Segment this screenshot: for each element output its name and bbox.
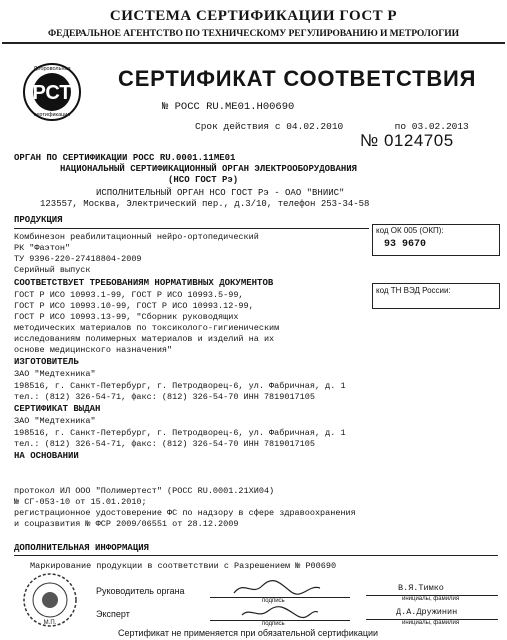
stamp-text: М.П. xyxy=(43,620,57,626)
organ-line-2: НАЦИОНАЛЬНЫЙ СЕРТИФИКАЦИОННЫЙ ОРГАН ЭЛЕКТРООБОРУДОВАНИЯ xyxy=(60,164,358,174)
compliance-line: ГОСТ Р ИСО 10993.1-99, ГОСТ Р ИСО 10993.5-99, xyxy=(14,290,244,300)
official-stamp xyxy=(22,572,78,628)
issued-to-line: ЗАО "Медтехника" xyxy=(14,416,96,426)
basis-line: № СГ-053-10 от 15.01.2010; xyxy=(14,497,147,507)
head-of-body-label: Руководитель органа xyxy=(96,586,185,596)
basis-line: и соцразвития № ФСР 2009/06551 от 28.12.2009 xyxy=(14,519,239,529)
head-name-caption: инициалы, фамилия xyxy=(402,596,460,602)
basis-line: регистрационное удостоверение ФС по надзору в сфере здравоохранения xyxy=(14,508,356,518)
registration-number: № РОСС RU.ME01.H00690 xyxy=(162,101,295,113)
logo-top-text: Добровольная xyxy=(33,66,71,72)
footer-note: Сертификат не применяется при обязательной сертификации xyxy=(118,628,379,638)
compliance-line: методических материалов по токсиколого-гигиеническим xyxy=(14,323,280,333)
manufacturer-line: ЗАО "Медтехника" xyxy=(14,369,96,379)
header-divider xyxy=(2,42,505,44)
product-box-top xyxy=(14,228,369,229)
additional-info-heading: ДОПОЛНИТЕЛЬНАЯ ИНФОРМАЦИЯ xyxy=(14,543,150,553)
validity-from: 04.02.2010 xyxy=(286,121,344,132)
expert-name: Д.А.Дружинин xyxy=(396,607,458,617)
product-line: Комбинезон реабилитационный нейро-ортопедический xyxy=(14,232,259,242)
organ-line-4: ИСПОЛНИТЕЛЬНЫЙ ОРГАН НСО ГОСТ Рэ - ОАО "ВНИИС" xyxy=(96,188,345,198)
head-signature-caption: подпись xyxy=(262,598,285,604)
okp-label: код ОК 005 (ОКП): xyxy=(376,226,444,235)
head-name: В.Я.Тимко xyxy=(398,583,444,593)
product-heading: ПРОДУКЦИЯ xyxy=(14,215,63,225)
manufacturer-heading: ИЗГОТОВИТЕЛЬ xyxy=(14,357,79,367)
issued-to-heading: СЕРТИФИКАТ ВЫДАН xyxy=(14,404,101,414)
basis-heading: НА ОСНОВАНИИ xyxy=(14,451,79,461)
product-line: РК "Фаэтон" xyxy=(14,243,71,253)
tnved-label: код ТН ВЭД России: xyxy=(376,286,451,295)
organ-line-1: ОРГАН ПО СЕРТИФИКАЦИИ РОСС RU.0001.11МЕ01 xyxy=(14,153,236,163)
manufacturer-line: 198516, г. Санкт-Петербург, г. Петродворец-6, ул. Фабричная, д. 1 xyxy=(14,381,346,391)
expert-signature-caption: подпись xyxy=(262,621,285,627)
organ-line-3: (НСО ГОСТ Рэ) xyxy=(168,175,239,185)
blank-number: № 0124705 xyxy=(360,131,454,150)
additional-info-rule xyxy=(14,555,498,556)
okp-value: 93 9670 xyxy=(384,239,427,250)
product-line: Серийный выпуск xyxy=(14,265,91,275)
issued-to-line: тел.: (812) 326-54-71, факс: (812) 326-54-70 ИНН 7819017105 xyxy=(14,439,315,449)
validity-to: 03.02.2013 xyxy=(411,121,469,132)
signature-icon xyxy=(240,603,320,621)
svg-text:РСТ: РСТ xyxy=(32,82,72,104)
system-title: СИСТЕМА СЕРТИФИКАЦИИ ГОСТ Р xyxy=(109,8,398,24)
validity-to-label: по xyxy=(394,121,407,132)
agency-name: ФЕДЕРАЛЬНОЕ АГЕНТСТВО ПО ТЕХНИЧЕСКОМУ РЕГУЛИРОВАНИЮ И МЕТРОЛОГИИ xyxy=(48,28,459,39)
compliance-heading: СООТВЕТСТВУЕТ ТРЕБОВАНИЯМ НОРМАТИВНЫХ ДОКУМЕНТОВ xyxy=(14,278,274,288)
expert-name-caption: инициалы, фамилия xyxy=(402,620,460,626)
organ-line-5: 123557, Москва, Электрический пер., д.3/10, телефон 253-34-58 xyxy=(40,199,370,209)
compliance-line: исследованиям полимерных материалов и изделий на их xyxy=(14,334,275,344)
product-line: ТУ 9396-220-27418804-2009 xyxy=(14,254,142,264)
certificate-title: СЕРТИФИКАТ СООТВЕТСТВИЯ xyxy=(118,66,477,91)
rst-logo xyxy=(22,62,82,122)
issued-to-line: 198516, г. Санкт-Петербург, г. Петродворец-6, ул. Фабричная, д. 1 xyxy=(14,428,346,438)
logo-bottom-text: сертификация xyxy=(33,112,71,118)
compliance-line: ГОСТ Р ИСО 10993.10-99, ГОСТ Р ИСО 10993.12-99, xyxy=(14,301,254,311)
compliance-line: основе медицинского назначения" xyxy=(14,345,173,355)
manufacturer-line: тел.: (812) 326-54-71, факс: (812) 326-54-70 ИНН 7819017105 xyxy=(14,392,315,402)
basis-line: протокол ИЛ ООО "Полимертест" (РОСС RU.0001.21ХИ04) xyxy=(14,486,275,496)
validity-label: Срок действия с xyxy=(195,121,281,132)
additional-info-line: Маркирование продукции в соответствии с Разрешением № Р00690 xyxy=(30,561,337,571)
expert-label: Эксперт xyxy=(96,609,130,619)
compliance-line: ГОСТ Р ИСО 10993.13-99, "Сборник руководящих xyxy=(14,312,239,322)
signature-icon xyxy=(232,578,322,598)
